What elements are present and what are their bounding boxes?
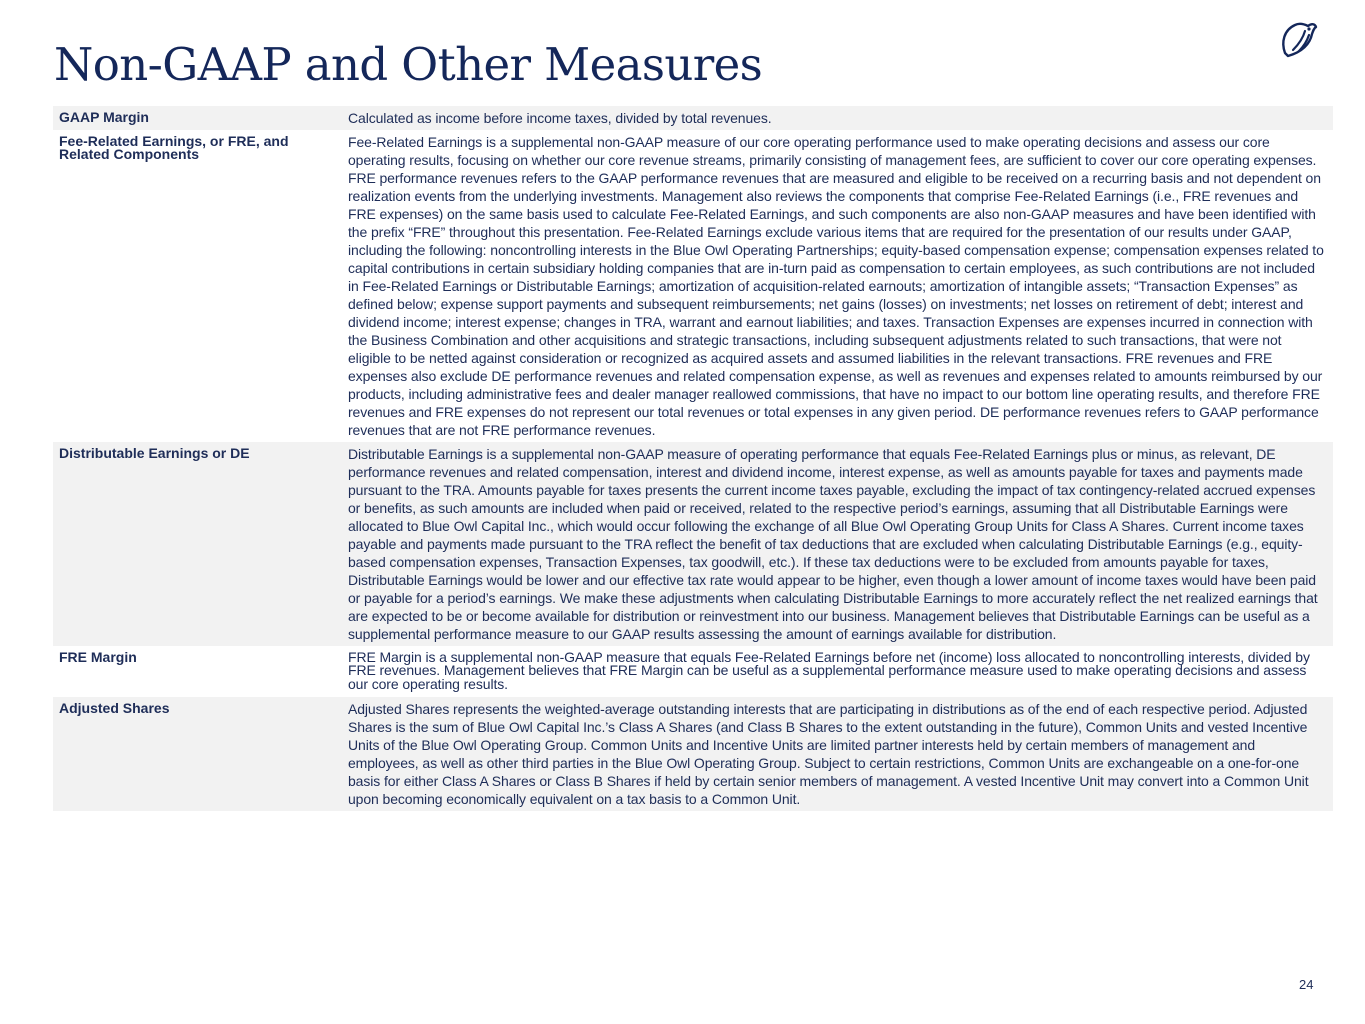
table-row xyxy=(53,697,1333,811)
definition-distributable-earnings: Distributable Earnings is a supplemental non-GAAP measure of operating performance that equals Fee-Related Earnings plus or minus, as relevant, DE performance revenues and related compensation, interest and dividend income, interest expense, as well as amounts payable for taxes and payments made pursuant to the TRA. Amounts payable for taxes presents the current income taxes payable, excluding the impact of tax contingency-related accrued expenses or benefits, as such amounts are included when paid or received, related to the respective period’s earnings, assuming that all Distributable Earnings were allocated to Blue Owl Capital Inc., which would occur following the exchange of all Blue Owl Operating Group Units for Class A Shares. Current income taxes payable and payments made pursuant to the TRA reflect the benefit of tax deductions that are excluded when calculating Distributable Earnings (e.g., equity-based compensation expenses, Transaction Expenses, tax goodwill, etc.). If these tax deductions were to be excluded from amounts payable for taxes, Distributable Earnings would be lower and our effective tax rate would appear to be higher, even though a lower amount of income taxes would have been paid or payable for a period’s earnings. We make these adjustments when calculating Distributable Earnings to more accurately reflect the net realized earnings that are expected to be or become available for distribution or reinvestment into our business. Management believes that Distributable Earnings can be useful as a supplemental performance measure to our GAAP results assessing the amount of earnings available for distribution. xyxy=(342,442,1333,646)
page-number: 24 xyxy=(1299,977,1314,992)
definition-fre-margin: FRE Margin is a supplemental non-GAAP measure that equals Fee-Related Earnings before net (income) loss allocated to noncontrolling interests, divided by FRE revenues. Management believes that FRE Margin can be useful as a supplemental performance measure used to make operating decisions and assess our core operating results. xyxy=(348,649,1310,692)
term-fee-related-earnings: Fee-Related Earnings, or FRE, and Related Components xyxy=(59,133,289,162)
page-title: Non-GAAP and Other Measures xyxy=(54,38,763,91)
table-row xyxy=(53,442,1333,646)
definition-fee-related-earnings: Fee-Related Earnings is a supplemental non-GAAP measure of our core operating performance used to make operating decisions and assess our core operating results, focusing on whether our core revenue streams, primarily consisting of management fees, are sufficient to cover our core operating expenses. FRE performance revenues refers to the GAAP performance revenues that are measured and eligible to be received on a recurring basis and not dependent on realization events from the underlying investments. Management also reviews the components that comprise Fee-Related Earnings (i.e., FRE revenues and FRE expenses) on the same basis used to calculate Fee-Related Earnings, and such components are also non-GAAP measures and have been identified with the prefix “FRE” throughout this presentation. Fee-Related Earnings exclude various items that are required for the presentation of our results under GAAP, including the following: noncontrolling interests in the Blue Owl Operating Partnerships; equity-based compensation expense; compensation expenses related to capital contributions in certain subsidiary holding companies that are in-turn paid as compensation to certain employees, as such contributions are not included in Fee-Related Earnings or Distributable Earnings; amortization of acquisition-related earnouts; amortization of intangible assets; “Transaction Expenses” as defined below; expense support payments and subsequent reimbursements; net gains (losses) on investments; net losses on retirement of debt; interest and dividend income; interest expense; changes in TRA, warrant and earnout liabilities; and taxes. Transaction Expenses are expenses incurred in connection with the Business Combination and other acquisitions and strategic transactions, including subsequent adjustments related to such transactions, that were not eligible to be netted against consideration or recognized as acquired assets and assumed liabilities in the relevant transactions. FRE revenues and FRE expenses also exclude DE performance revenues and related compensation expense, as well as revenues and expenses related to amounts reimbursed by our products, including administrative fees and dealer manager reallowed commissions, that have no impact to our bottom line operating results, and therefore FRE revenues and FRE expenses do not represent our total revenues or total expenses in any given period. DE performance revenues refers to GAAP performance revenues that are not FRE performance revenues. xyxy=(348,134,1324,438)
table-row xyxy=(53,130,1333,442)
table-row xyxy=(53,106,1333,130)
table-row xyxy=(53,646,1333,697)
term-gaap-margin: GAAP Margin xyxy=(53,106,342,130)
definition-gaap-margin: Calculated as income before income taxes, divided by total revenues. xyxy=(342,106,1333,130)
term-adjusted-shares: Adjusted Shares xyxy=(53,697,342,811)
term-distributable-earnings: Distributable Earnings or DE xyxy=(53,442,342,646)
term-fre-margin: FRE Margin xyxy=(59,649,137,665)
definition-adjusted-shares: Adjusted Shares represents the weighted-average outstanding interests that are participating in distributions as of the end of each respective period. Adjusted Shares is the sum of Blue Owl Capital Inc.’s Class A Shares (and Class B Shares to the extent outstanding in the future), Common Units and vested Incentive Units of the Blue Owl Operating Group. Common Units and Incentive Units are limited partner interests held by certain members of management and employees, as well as other third parties in the Blue Owl Operating Group. Subject to certain restrictions, Common Units are exchangeable on a one-for-one basis for either Class A Shares or Class B Shares if held by certain senior members of management. A vested Incentive Unit may convert into a Common Unit upon becoming economically equivalent on a tax basis to a Common Unit. xyxy=(342,697,1333,811)
measures-definitions-table xyxy=(53,106,1333,811)
owl-logo-icon xyxy=(1276,20,1318,64)
